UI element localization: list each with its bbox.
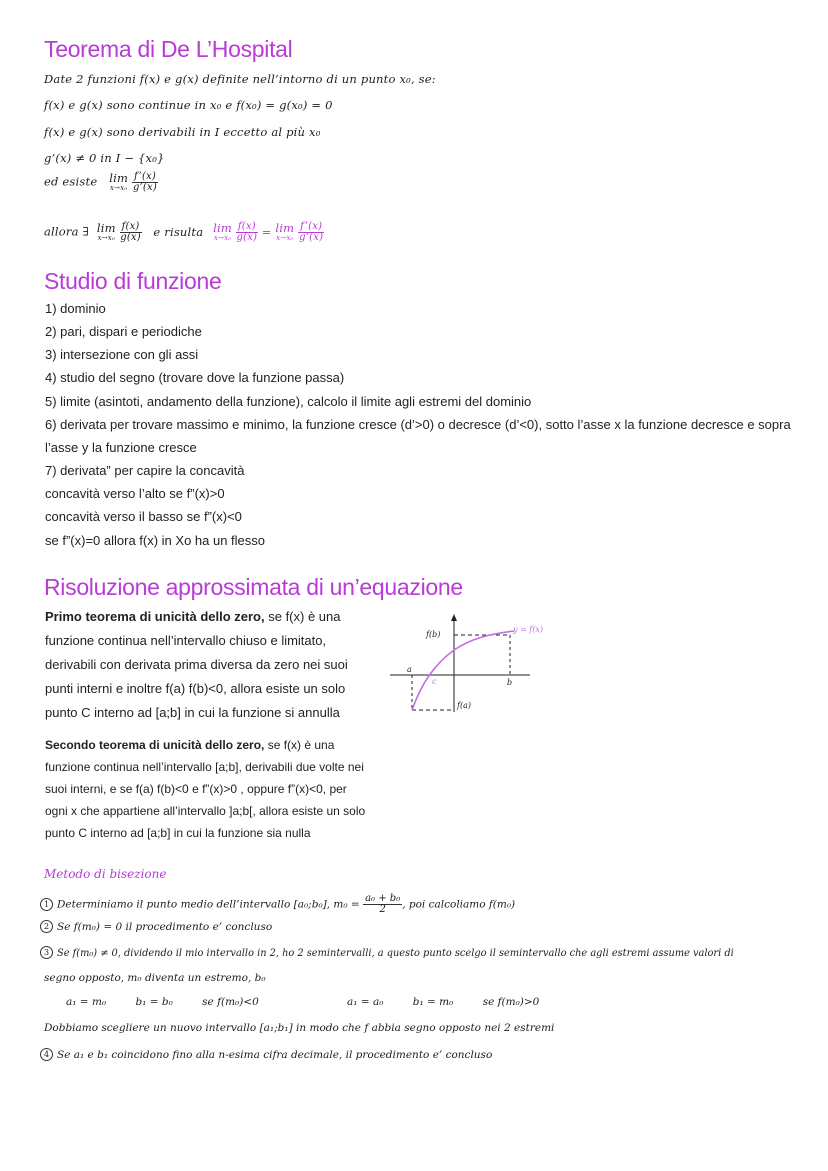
studio-item: 5) limite (asintoti, andamento della funzione), calcolo il limite agli estremi del dominio — [45, 394, 532, 409]
hospital-line-6-mid: e risulta — [153, 224, 204, 239]
step-number-icon: 2 — [40, 920, 53, 933]
hospital-line-4: g’(x) ≠ 0 in I − {x₀} — [44, 151, 165, 165]
derivative-ratio — [298, 222, 324, 243]
limit-word: lim — [96, 221, 116, 236]
case-cond: se f(m₀)<0 — [202, 996, 259, 1008]
case-a: a₁ = m₀ — [66, 996, 107, 1008]
bisezione-title: Metodo di bisezione — [44, 867, 167, 881]
case-a: a₁ = a₀ — [347, 996, 384, 1008]
studio-item: 2) pari, dispari e periodiche — [45, 324, 202, 339]
limit-subscript: x→x₀ — [109, 183, 128, 192]
equals-sign: = — [261, 224, 272, 239]
step-text: Se f(m₀) ≠ 0, dividendo il mio intervallo in 2, ho 2 semintervalli, a questo punto scelgo il semintervallo che agli estremi assume valori di — [57, 948, 734, 959]
label-fb: f(b) — [426, 630, 441, 639]
hospital-line-6-pre: allora ∃ — [44, 224, 89, 239]
secondo-line: funzione continua nell’intervallo [a;b], derivabili due volte nei — [45, 760, 364, 774]
label-b: b — [507, 678, 513, 687]
step-number-icon: 4 — [40, 1048, 53, 1061]
step-text-end: , poi calcoliamo f(m₀) — [402, 898, 516, 911]
limit-word: lim — [213, 221, 233, 236]
hospital-result — [213, 221, 324, 243]
hospital-title: Teorema di De L’Hospital — [44, 36, 293, 62]
secondo-line: suoi interni, e se f(a) f(b)<0 e f”(x)>0 , oppure f”(x)<0, per — [45, 782, 347, 796]
primo-line-1 — [45, 609, 340, 624]
bisezione-step-3-cont: segno opposto, m₀ diventa un estremo, b₀ — [44, 972, 266, 984]
primo-bold: Primo teorema di unicità dello zero, — [45, 609, 265, 624]
y-axis-arrow-icon — [451, 614, 457, 621]
limit-word: lim — [109, 171, 129, 186]
primo-text: se f(x) è una — [264, 609, 341, 624]
studio-item: 4) studio del segno (trovare dove la funzione passa) — [45, 370, 345, 385]
secondo-line: ogni x che appartiene all’intervallo ]a;b[, allora esiste un solo — [45, 804, 366, 818]
studio-title: Studio di funzione — [44, 268, 222, 294]
studio-item: 6) derivata per trovare massimo e minimo, la funzione cresce (d’>0) o decresce (d’<0), sotto l’asse x la funzione decresce e sopra — [45, 417, 791, 432]
hospital-line-3: f(x) e g(x) sono derivabili in I eccetto al più x₀ — [44, 125, 321, 139]
case-cond: se f(m₀)>0 — [482, 996, 540, 1008]
case-left — [66, 996, 259, 1008]
hospital-line-5 — [44, 172, 158, 193]
zero-theorem-graph — [390, 612, 570, 722]
function-ratio — [236, 222, 258, 243]
limit-operator — [275, 223, 294, 242]
primo-line: punto C interno ad [a;b] in cui la funzione si annulla — [45, 705, 340, 720]
limit-operator — [109, 173, 128, 192]
fraction-numerator: f(x) — [121, 221, 140, 232]
studio-item: se f”(x)=0 allora f(x) in Xo ha un flesso — [45, 533, 266, 548]
fraction-denominator: g(x) — [120, 232, 141, 243]
hospital-line-6 — [44, 222, 324, 243]
secondo-line: punto C interno ad [a;b] in cui la funzione sia nulla — [45, 826, 311, 840]
step-text: Se a₁ e b₁ coincidono fino alla n-esima cifra decimale, il procedimento e’ concluso — [57, 1049, 493, 1061]
limit-word: lim — [275, 221, 295, 236]
fraction-denominator: g’(x) — [132, 182, 157, 193]
step-number-icon: 1 — [40, 898, 53, 911]
primo-line: punti interni e inoltre f(a) f(b)<0, allora esiste un solo — [45, 681, 346, 696]
bisezione-step-4 — [40, 1048, 492, 1061]
studio-item: 3) intersezione con gli assi — [45, 347, 199, 362]
secondo-line-1 — [45, 738, 334, 752]
fraction-denominator: g’(x) — [299, 232, 324, 243]
label-c: c — [432, 677, 437, 686]
studio-item: 7) derivata” per capire la concavità — [45, 463, 245, 478]
studio-item: concavità verso l’alto se f”(x)>0 — [45, 486, 225, 501]
bisezione-step-2 — [40, 920, 272, 933]
limit-operator — [97, 223, 116, 242]
label-a: a — [407, 665, 412, 674]
limit-operator — [213, 223, 232, 242]
primo-line: funzione continua nell’intervallo chiuso e limitato, — [45, 633, 327, 648]
secondo-text: se f(x) è una — [264, 738, 335, 752]
hospital-line-1: Date 2 funzioni f(x) e g(x) definite nell’intorno di un punto x₀, se: — [44, 72, 436, 86]
bisezione-step-3 — [40, 946, 734, 959]
limit-subscript: x→x₀ — [97, 233, 115, 242]
midpoint-fraction — [363, 894, 402, 915]
fraction-numerator: f’(x) — [133, 171, 156, 182]
fraction-numerator: f(x) — [237, 221, 256, 232]
studio-item: l’asse y la funzione cresce — [45, 440, 197, 455]
limit-subscript: x→x₀ — [276, 233, 294, 242]
case-b: b₁ = b₀ — [135, 996, 173, 1008]
risoluzione-title: Risoluzione approssimata di un’equazione — [44, 574, 463, 600]
hospital-line-2: f(x) e g(x) sono continue in x₀ e f(x₀) = g(x₀) = 0 — [44, 98, 333, 112]
label-fa: f(a) — [457, 701, 471, 710]
bisezione-step-1 — [40, 894, 515, 915]
studio-item: 1) dominio — [45, 301, 106, 316]
secondo-bold: Secondo teorema di unicità dello zero, — [45, 738, 265, 752]
studio-item: concavità verso il basso se f”(x)<0 — [45, 509, 242, 524]
function-curve — [412, 631, 514, 710]
case-b: b₁ = m₀ — [412, 996, 454, 1008]
case-right — [347, 996, 539, 1008]
primo-line: derivabili con derivata prima diversa da zero nei suoi — [45, 657, 348, 672]
derivative-ratio — [132, 172, 158, 193]
fraction-numerator: f’(x) — [300, 221, 323, 232]
fraction-numerator: a₀ + b₀ — [365, 893, 401, 904]
fraction-denominator: 2 — [379, 904, 386, 915]
label-curve: y = f(x) — [513, 625, 544, 634]
hospital-line-5-pre: ed esiste — [44, 174, 98, 189]
function-ratio — [120, 222, 142, 243]
step-number-icon: 3 — [40, 946, 53, 959]
step-text: Determiniamo il punto medio dell’intervallo [a₀;b₀], m₀ = — [57, 898, 360, 911]
step-text: Se f(m₀) = 0 il procedimento e’ concluso — [57, 921, 273, 933]
bisezione-step-3-end: Dobbiamo scegliere un nuovo intervallo [a₁;b₁] in modo che f abbia segno opposto nei 2 estremi — [44, 1022, 555, 1034]
limit-subscript: x→x₀ — [213, 233, 232, 242]
fraction-denominator: g(x) — [236, 232, 258, 243]
